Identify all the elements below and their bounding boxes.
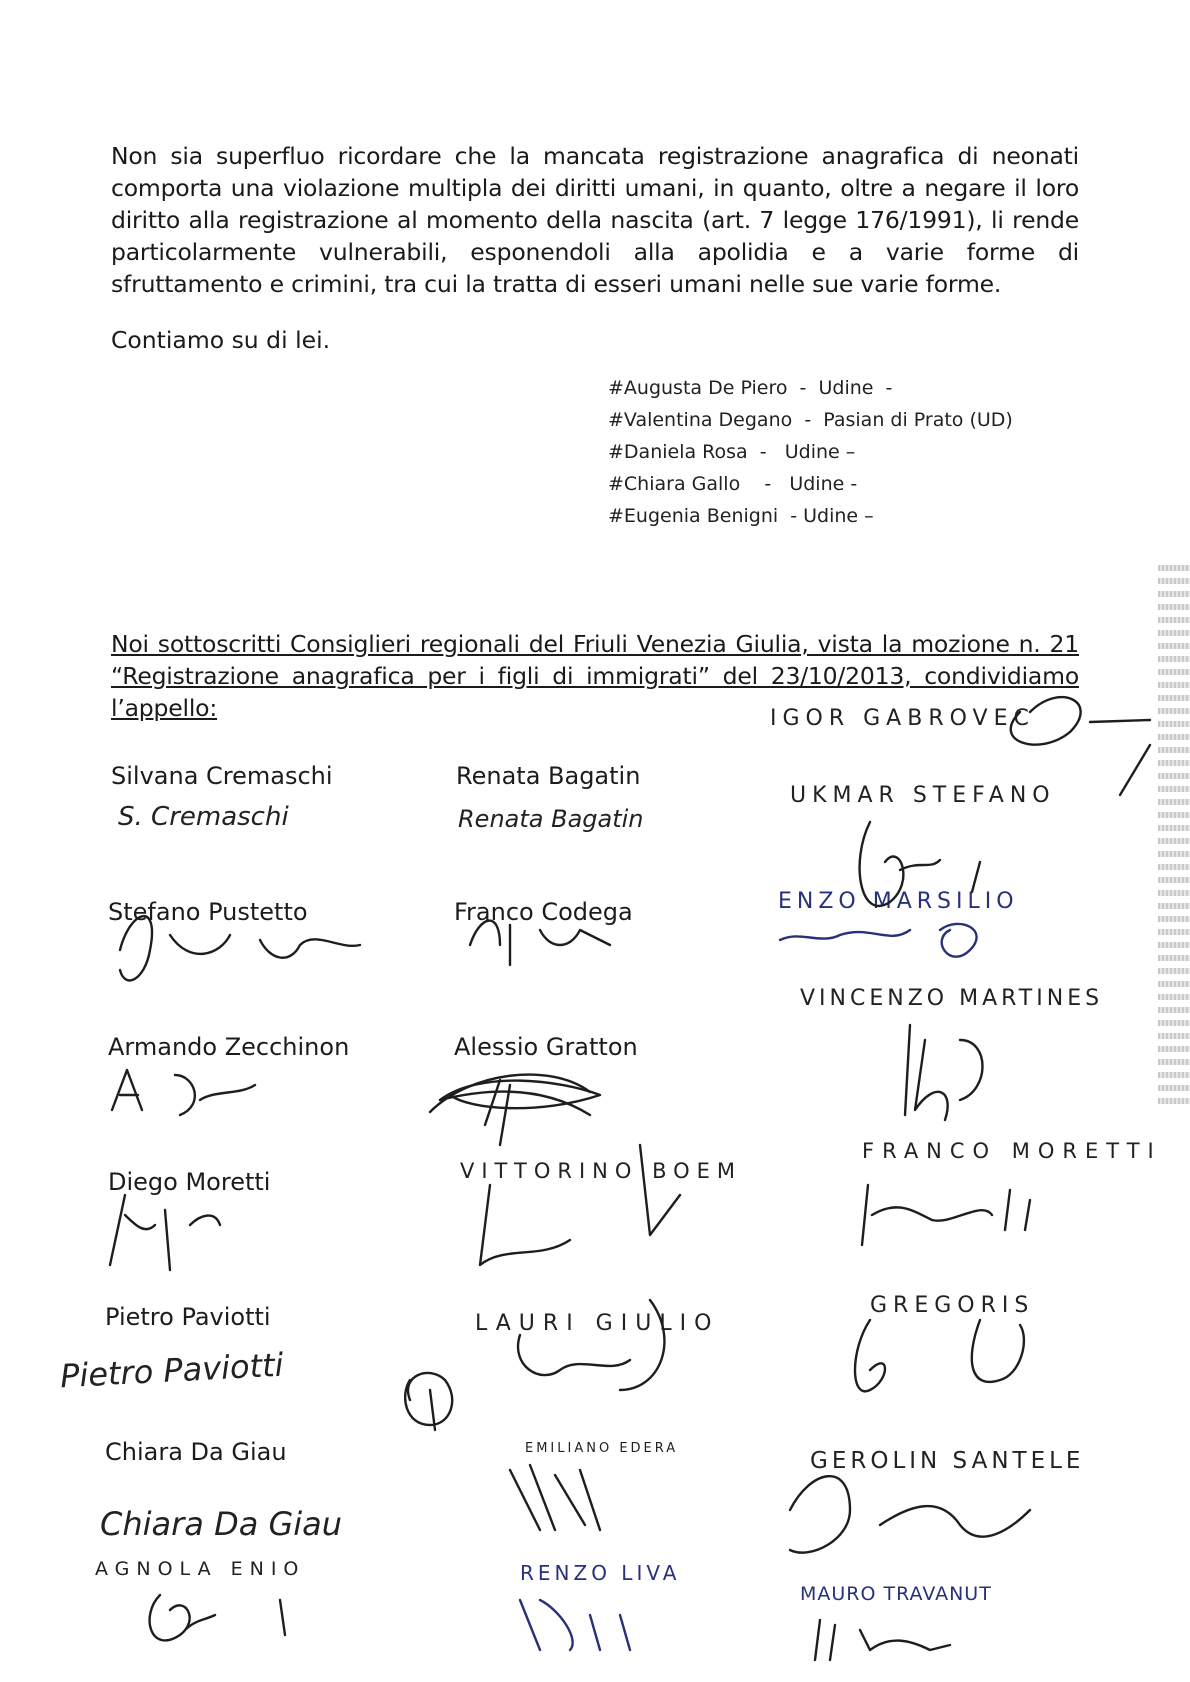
councillor-name: Renata Bagatin [456, 762, 641, 790]
signature-scrawl [510, 1465, 600, 1530]
signature-scrawl [855, 1320, 1024, 1391]
appeal-statement: Noi sottoscritti Consiglieri regionali del Friuli Venezia Giulia, vista la mozione n. 21 “Registrazione anagrafica per i figli di immigrati” del 23/10/2013, condividiamo l’appello: [111, 630, 1079, 722]
handwritten-name: MAURO TRAVANUT [800, 1583, 992, 1605]
signature-scrawl [440, 1081, 600, 1145]
signature-scrawl [150, 1595, 285, 1640]
handwritten-name: VITTORINO BOEM [460, 1159, 743, 1183]
handwritten-name: UKMAR STEFANO [790, 783, 1056, 808]
signer-line: #Daniela Rosa - Udine – [608, 441, 856, 463]
councillor-name: Franco Codega [454, 898, 633, 926]
councillor-name: Armando Zecchinon [108, 1033, 350, 1061]
signature-moretti [110, 1195, 220, 1270]
signature-cremaschi: S. Cremaschi [118, 802, 289, 832]
signer-line: #Augusta De Piero - Udine - [608, 377, 893, 399]
signature-dagiau: Chiara Da Giau [100, 1505, 343, 1543]
signature-codega [470, 921, 610, 965]
signature-scrawl [905, 1025, 983, 1120]
signature-scrawl [520, 1600, 630, 1650]
handwritten-name: ENZO MARSILIO [778, 889, 1019, 914]
signature-scrawl [815, 1620, 950, 1660]
handwritten-name: GREGORIS [870, 1293, 1035, 1318]
signature-zecchinon [112, 1070, 255, 1115]
councillor-name: Stefano Pustetto [108, 898, 308, 926]
scan-edge-marks [1158, 565, 1190, 1133]
handwritten-name: EMILIANO EDERA [525, 1441, 679, 1456]
handwritten-name: LAURI GIULIO [475, 1311, 720, 1336]
signature-scrawl [405, 1373, 452, 1430]
councillor-name: Pietro Paviotti [105, 1303, 271, 1331]
handwritten-name: GEROLIN SANTELE [810, 1448, 1085, 1474]
signer-line: #Valentina Degano - Pasian di Prato (UD) [608, 409, 1013, 431]
closing-line: Contiamo su di lei. [111, 326, 331, 354]
signature-scrawl [790, 1476, 1030, 1552]
signature-pustetto [120, 916, 360, 980]
signature-gratton [430, 1075, 590, 1125]
signer-line: #Eugenia Benigni - Udine – [608, 505, 874, 527]
handwritten-name: VINCENZO MARTINES [800, 986, 1104, 1011]
signature-scrawl [1011, 697, 1150, 795]
signature-paviotti: Pietro Paviotti [59, 1345, 285, 1396]
handwritten-name: RENZO LIVA [520, 1561, 681, 1585]
signature-scrawl [862, 1185, 1030, 1245]
handwritten-name: FRANCO MORETTI [862, 1139, 1162, 1163]
councillor-name: Diego Moretti [108, 1168, 271, 1196]
intro-paragraph: Non sia superfluo ricordare che la mancata registrazione anagrafica di neonati comporta una violazione multipla dei diritti umani, in quanto, oltre a negare il loro diritto alla registrazione al momento della nascita (art. 7 legge 176/1991), li rende particolarmente vulnerabili, esponendoli alla apolidia e a varie forme di sfruttamento e crimini, tra cui la tratta di esseri umani nelle sue varie forme. [111, 142, 1079, 298]
councillor-name: Alessio Gratton [454, 1033, 638, 1061]
councillor-name: Chiara Da Giau [105, 1438, 287, 1466]
handwritten-name: AGNOLA ENIO [95, 1558, 306, 1580]
signature-bagatin: Renata Bagatin [458, 805, 644, 833]
councillor-name: Silvana Cremaschi [111, 762, 333, 790]
signer-line: #Chiara Gallo - Udine - [608, 473, 858, 495]
handwritten-name: IGOR GABROVEC [770, 706, 1035, 731]
signature-scrawl [780, 924, 977, 957]
